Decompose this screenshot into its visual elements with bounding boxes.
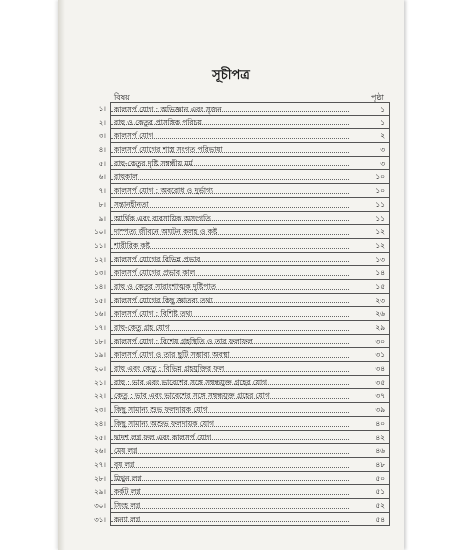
toc-row xyxy=(58,485,404,499)
toc-entry-number: ১৮। xyxy=(94,336,106,346)
toc-entry-number: ১০। xyxy=(94,227,106,237)
toc-entry-page: ৩৯ xyxy=(375,405,385,415)
toc-entry-box xyxy=(110,431,390,445)
table-of-contents xyxy=(58,102,404,526)
toc-entry-number: ২৬। xyxy=(94,446,106,456)
toc-row xyxy=(58,431,404,445)
toc-entry-label: সিংহ লগ্ন xyxy=(114,500,141,510)
toc-entry-label: রাহুকাল xyxy=(114,172,138,182)
toc-entry-box xyxy=(110,102,390,116)
toc-entry-label: রাহু-কেতু গ্রহ যোগ xyxy=(114,323,170,332)
toc-entry-label: কালসর্প যোগ ও তার ছুটি সম্ভাব্য অবস্থা xyxy=(114,350,230,360)
toc-entry-page: ৪৬ xyxy=(375,446,385,456)
toc-entry-box xyxy=(110,348,390,362)
toc-row xyxy=(58,321,404,335)
toc-entry-box xyxy=(110,170,390,184)
toc-row xyxy=(58,280,404,294)
toc-entry-page: ৩ xyxy=(380,145,385,155)
toc-row xyxy=(58,513,404,527)
toc-entry-number: ৬। xyxy=(98,172,106,182)
toc-entry-page: ১২ xyxy=(375,227,385,237)
toc-row xyxy=(58,102,404,116)
toc-entry-box xyxy=(110,458,390,472)
toc-entry-label: কিছু সামান্য শুভ ফলদায়ক যোগ xyxy=(114,405,208,415)
toc-entry-box xyxy=(110,266,390,280)
dot-leader xyxy=(111,521,349,522)
toc-entry-number: ২১। xyxy=(94,377,106,387)
toc-entry-label: কালসর্প যোগ : বিশেষ গ্রহস্থিতি ও তার ফলাফল xyxy=(114,336,253,346)
toc-entry-page: ৪২ xyxy=(375,432,385,442)
toc-entry-label: রাহু : ভাব এবং ভাবেশের সঙ্গে সম্বন্ধযুক্ত গ্রহের যোগ xyxy=(114,377,268,387)
toc-entry-page: ১২ xyxy=(375,240,385,250)
toc-row xyxy=(58,458,404,472)
toc-entry-page: ১০ xyxy=(375,172,385,182)
toc-entry-label: কেতু : ভাব এবং ভাবেশের সঙ্গে সম্বন্ধযুক্ত গ্রহের যোগ xyxy=(114,391,270,401)
toc-entry-box xyxy=(110,212,390,226)
toc-entry-label: মেষ লগ্ন xyxy=(114,446,138,456)
toc-entry-page: ২৯ xyxy=(375,323,385,332)
toc-entry-number: ১৩। xyxy=(94,268,106,278)
toc-entry-box xyxy=(110,198,390,212)
column-header-subject: বিষয় xyxy=(114,93,130,102)
toc-entry-page: ১০ xyxy=(375,186,385,196)
toc-entry-box xyxy=(110,143,390,157)
toc-entry-number: ৩। xyxy=(98,131,106,141)
toc-row xyxy=(58,116,404,130)
toc-row xyxy=(58,143,404,157)
toc-entry-label: কালসর্প যোগের শাস্ত্র সংগত পরিভাষা xyxy=(114,145,223,155)
toc-entry-page: ৫১ xyxy=(375,487,385,497)
toc-row xyxy=(58,157,404,171)
toc-entry-number: ৮। xyxy=(98,199,106,209)
toc-entry-page: ৩৫ xyxy=(375,377,385,387)
toc-entry-page: ১১ xyxy=(375,213,385,223)
toc-entry-box xyxy=(110,225,390,239)
toc-entry-page: ২৬ xyxy=(375,309,385,319)
toc-entry-page: ৫২ xyxy=(375,500,385,510)
toc-entry-box xyxy=(110,472,390,486)
toc-row xyxy=(58,184,404,198)
page-title: সূচীপত্র xyxy=(212,68,250,83)
toc-entry-page: ১৪ xyxy=(375,268,385,278)
toc-entry-box xyxy=(110,157,390,171)
toc-entry-label: কিছু সামান্য অশুভ ফলদায়ক যোগ xyxy=(114,418,214,428)
toc-entry-box xyxy=(110,239,390,253)
toc-row xyxy=(58,212,404,226)
toc-row xyxy=(58,170,404,184)
toc-row xyxy=(58,198,404,212)
dot-leader xyxy=(111,508,349,509)
toc-entry-page: ৪৮ xyxy=(375,459,385,469)
dot-leader xyxy=(111,467,349,468)
toc-entry-box xyxy=(110,403,390,417)
toc-entry-box xyxy=(110,485,390,499)
toc-entry-page: ৩৪ xyxy=(375,364,385,374)
toc-row xyxy=(58,472,404,486)
toc-row xyxy=(58,266,404,280)
toc-entry-box xyxy=(110,294,390,308)
toc-row xyxy=(58,307,404,321)
toc-entry-page: ১১ xyxy=(375,199,385,209)
toc-row xyxy=(58,403,404,417)
toc-row xyxy=(58,294,404,308)
book-page xyxy=(58,0,404,550)
toc-row xyxy=(58,376,404,390)
toc-row xyxy=(58,129,404,143)
toc-entry-box xyxy=(110,335,390,349)
toc-entry-box xyxy=(110,362,390,376)
toc-entry-number: ১৪। xyxy=(94,281,106,291)
toc-entry-number: ২৫। xyxy=(94,432,106,442)
toc-entry-number: ৯। xyxy=(98,213,106,223)
toc-entry-label: কালসর্প যোগ xyxy=(114,131,154,141)
toc-entry-number: ১৬। xyxy=(94,309,106,319)
toc-entry-box xyxy=(110,513,390,527)
toc-entry-number: ১৫। xyxy=(94,295,106,305)
toc-entry-page: ৩৭ xyxy=(375,391,385,401)
toc-entry-number: ৩০। xyxy=(94,500,106,510)
toc-entry-number: ১৭। xyxy=(94,323,106,332)
toc-entry-number: ১১। xyxy=(94,240,106,250)
toc-entry-number: ১৯। xyxy=(94,350,106,360)
toc-entry-label: মিথুন লগ্ন xyxy=(114,473,142,483)
toc-entry-label: রাহু এবং কেতু : বিভিন্ন গ্রহযুক্তির ফল xyxy=(114,364,225,374)
column-header-page: পৃষ্ঠা xyxy=(371,93,384,102)
toc-entry-label: কালসর্প যোগ : অভিজ্ঞান এবং সৃজন xyxy=(114,105,222,114)
dot-leader xyxy=(111,494,349,495)
toc-entry-page: ৫০ xyxy=(375,473,385,483)
toc-entry-label: কালসর্প যোগের কিছু জ্ঞাতব্য তথ্য xyxy=(114,295,213,305)
toc-entry-box xyxy=(110,307,390,321)
toc-entry-page: ৫৪ xyxy=(375,514,385,524)
toc-row xyxy=(58,417,404,431)
toc-entry-label: কালসর্প যোগের বিভিন্ন প্রভাব xyxy=(114,254,201,264)
toc-entry-page: ২৩ xyxy=(375,295,385,305)
toc-entry-label: কর্কট লগ্ন xyxy=(114,487,141,497)
toc-row xyxy=(58,362,404,376)
toc-entry-number: ১। xyxy=(98,104,106,113)
toc-entry-page: ৩০ xyxy=(375,336,385,346)
toc-entry-number: ৪। xyxy=(98,145,106,155)
toc-entry-label: রাহু ও কেতুর সারাংশাত্মক দৃষ্টিপাত xyxy=(114,281,216,291)
toc-entry-page: ৪০ xyxy=(375,418,385,428)
toc-entry-box xyxy=(110,444,390,458)
toc-entry-page: ১৩ xyxy=(375,254,385,264)
toc-entry-box xyxy=(110,253,390,267)
toc-entry-box xyxy=(110,321,390,335)
toc-entry-number: ২। xyxy=(98,117,106,127)
toc-entry-page: ৩ xyxy=(380,158,385,168)
toc-entry-box xyxy=(110,116,390,130)
toc-entry-box xyxy=(110,499,390,513)
toc-row xyxy=(58,335,404,349)
toc-row xyxy=(58,444,404,458)
toc-entry-box xyxy=(110,184,390,198)
toc-entry-label: কালসর্প যোগ : অবরোধ ও দুর্ভাগ্য xyxy=(114,186,213,196)
toc-entry-number: ২৪। xyxy=(94,418,106,428)
toc-entry-box xyxy=(110,376,390,390)
toc-row xyxy=(58,499,404,513)
toc-row xyxy=(58,389,404,403)
toc-entry-number: ৩১। xyxy=(94,514,106,524)
toc-entry-label: কালসর্প যোগের প্রভাব কাল xyxy=(114,268,196,278)
toc-entry-box xyxy=(110,280,390,294)
toc-entry-number: ২৭। xyxy=(94,459,106,469)
toc-row xyxy=(58,348,404,362)
toc-entry-number: ১২। xyxy=(94,254,106,264)
toc-entry-box xyxy=(110,129,390,143)
toc-entry-label: সন্তানহীনতা xyxy=(114,199,149,209)
toc-entry-number: ৫। xyxy=(98,158,106,168)
dot-leader xyxy=(111,179,349,180)
toc-entry-label: দাম্পত্য জীবনে অঘটন কলহ ও কষ্ট xyxy=(114,227,218,237)
toc-entry-page: ২ xyxy=(380,131,385,141)
toc-entry-label: রাহু-কেতুর দৃষ্টি সম্বন্ধীয় মর্ম xyxy=(114,158,193,168)
toc-entry-number: ২৮। xyxy=(94,473,106,483)
toc-entry-box xyxy=(110,389,390,403)
toc-entry-page: ৩১ xyxy=(375,350,385,360)
toc-entry-label: কন্যা লগ্ন xyxy=(114,514,141,524)
toc-entry-label: বৃষ লগ্ন xyxy=(114,459,135,469)
toc-row xyxy=(58,239,404,253)
toc-row xyxy=(58,225,404,239)
toc-entry-label: আর্থিক এবং ব্যবসায়িক অসংগতি xyxy=(114,213,211,223)
toc-entry-label: শারীরিক কষ্ট xyxy=(114,240,150,250)
toc-entry-number: ২৯। xyxy=(94,487,106,497)
toc-entry-page: ১ xyxy=(380,105,385,114)
toc-entry-label: কালসর্প যোগ : বিশিষ্ট তথ্য xyxy=(114,309,193,319)
toc-entry-label: রাহু ও কেতুর প্রাসঙ্গিক পরিচয় xyxy=(114,117,202,127)
toc-entry-page: ১৫ xyxy=(375,281,385,291)
toc-entry-label: দ্বাদশ লগ্ন ফল এবং কালসর্প যোগ xyxy=(114,432,212,442)
toc-entry-number: ২০। xyxy=(94,364,106,374)
toc-row xyxy=(58,253,404,267)
dot-leader xyxy=(111,453,349,454)
toc-entry-number: ৭। xyxy=(98,186,106,196)
toc-entry-page: ১ xyxy=(380,117,385,127)
dot-leader xyxy=(111,480,349,481)
toc-entry-number: ২২। xyxy=(94,391,106,401)
toc-entry-box xyxy=(110,417,390,431)
toc-entry-number: ২৩। xyxy=(94,405,106,415)
